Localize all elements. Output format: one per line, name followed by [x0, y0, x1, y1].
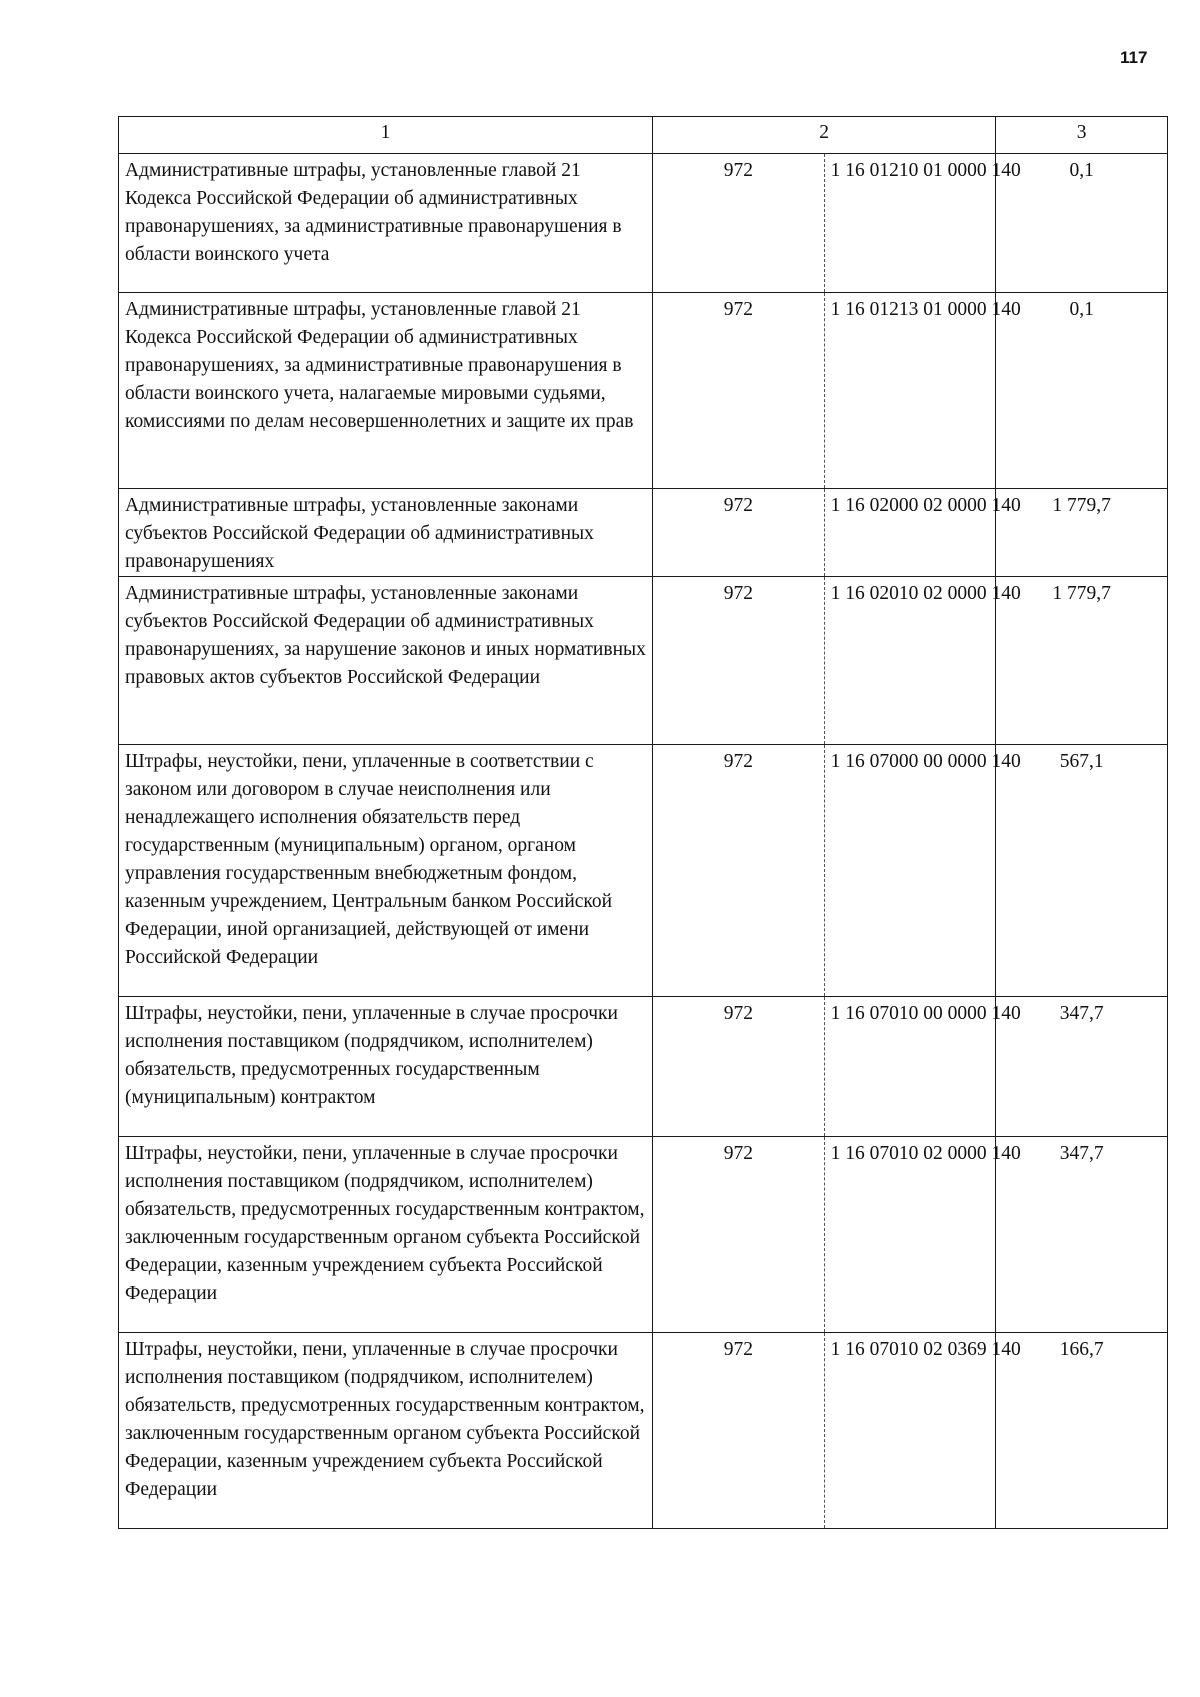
row-sum: 1 779,7: [996, 489, 1168, 577]
row-description: Штрафы, неустойки, пени, уплаченные в соответствии с законом или договором в случае неисполнения или ненадлежащего исполнения обязательств перед государственным (муниципальным) органом, органом управления государственным внебюджетным фондом, казенным учреждением, Центральным банком Российской Федерации, иной организацией, действующей от имени Российской Федерации: [119, 745, 653, 997]
row-description: Административные штрафы, установленные законами субъектов Российской Федерации об административных правонарушениях, за нарушение законов и иных нормативных правовых актов субъектов Российской Федерации: [119, 577, 653, 745]
row-budget-code: 1 16 01210 01 0000 140: [824, 154, 996, 293]
row-admin-code: 972: [653, 577, 825, 745]
row-admin-code: 972: [653, 1137, 825, 1333]
row-admin-code: 972: [653, 997, 825, 1137]
row-sum: 567,1: [996, 745, 1168, 997]
page-number: 117: [1120, 48, 1148, 67]
row-sum: 0,1: [996, 154, 1168, 293]
row-budget-code: 1 16 07010 00 0000 140: [824, 997, 996, 1137]
row-description: Штрафы, неустойки, пени, уплаченные в случае просрочки исполнения поставщиком (подрядчиком, исполнителем) обязательств, предусмотренных государственным контрактом, заключенным государственным органом субъекта Российской Федерации, казенным учреждением субъекта Российской Федерации: [119, 1333, 653, 1529]
row-description: Административные штрафы, установленные главой 21 Кодекса Российской Федерации об административных правонарушениях, за административные правонарушения в области воинского учета, налагаемые мировыми судьями, комиссиями по делам несовершеннолетних и защите их прав: [119, 293, 653, 489]
row-admin-code: 972: [653, 489, 825, 577]
row-sum: 0,1: [996, 293, 1168, 489]
row-sum: 347,7: [996, 1137, 1168, 1333]
table-row: [119, 997, 1168, 1137]
row-admin-code: 972: [653, 745, 825, 997]
row-sum: 1 779,7: [996, 577, 1168, 745]
row-description: Штрафы, неустойки, пени, уплаченные в случае просрочки исполнения поставщиком (подрядчиком, исполнителем) обязательств, предусмотренных государственным (муниципальным) контрактом: [119, 997, 653, 1137]
row-budget-code: 1 16 07010 02 0000 140: [824, 1137, 996, 1333]
row-sum: 166,7: [996, 1333, 1168, 1529]
row-budget-code: 1 16 07010 02 0369 140: [824, 1333, 996, 1529]
table-row: [119, 293, 1168, 489]
row-admin-code: 972: [653, 154, 825, 293]
table-header-row: [119, 117, 1168, 154]
table-row: [119, 577, 1168, 745]
row-budget-code: 1 16 01213 01 0000 140: [824, 293, 996, 489]
header-col-2: 2: [653, 117, 996, 154]
row-admin-code: 972: [653, 293, 825, 489]
table-row: [119, 154, 1168, 293]
row-description: Штрафы, неустойки, пени, уплаченные в случае просрочки исполнения поставщиком (подрядчиком, исполнителем) обязательств, предусмотренных государственным контрактом, заключенным государственным органом субъекта Российской Федерации, казенным учреждением субъекта Российской Федерации: [119, 1137, 653, 1333]
row-budget-code: 1 16 07000 00 0000 140: [824, 745, 996, 997]
table-row: [119, 1333, 1168, 1529]
row-description: Административные штрафы, установленные главой 21 Кодекса Российской Федерации об административных правонарушениях, за административные правонарушения в области воинского учета: [119, 154, 653, 293]
row-sum: 347,7: [996, 997, 1168, 1137]
table-row: [119, 745, 1168, 997]
header-col-3: 3: [996, 117, 1168, 154]
row-description: Административные штрафы, установленные законами субъектов Российской Федерации об административных правонарушениях: [119, 489, 653, 577]
row-admin-code: 972: [653, 1333, 825, 1529]
table-row: [119, 489, 1168, 577]
row-budget-code: 1 16 02000 02 0000 140: [824, 489, 996, 577]
table-row: [119, 1137, 1168, 1333]
revenue-table: [118, 116, 1168, 1529]
row-budget-code: 1 16 02010 02 0000 140: [824, 577, 996, 745]
header-col-1: 1: [119, 117, 653, 154]
